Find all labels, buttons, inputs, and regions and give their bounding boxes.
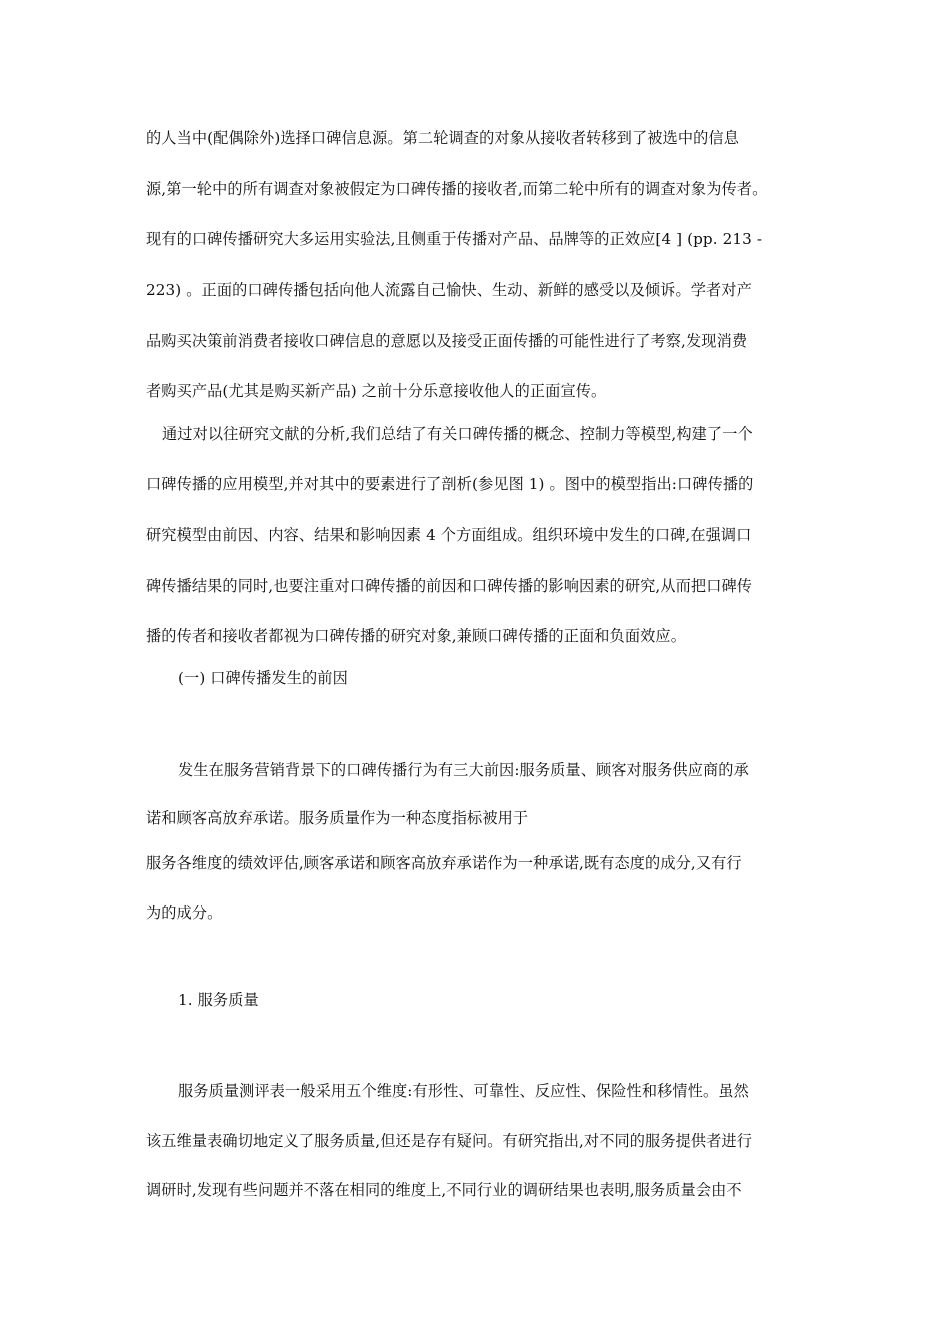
paragraph-1-line-4: 223) 。正面的口碑传播包括向他人流露自己愉快、生动、新鲜的感受以及倾诉。学者对产 xyxy=(146,281,752,299)
paragraph-3-line-4: 为的成分。 xyxy=(146,904,223,922)
paragraph-1-line-5: 品购买决策前消费者接收口碑信息的意愿以及接受正面传播的可能性进行了考察,发现消费 xyxy=(146,332,748,350)
paragraph-2-line-5: 播的传者和接收者都视为口碑传播的研究对象,兼顾口碑传播的正面和负面效应。 xyxy=(146,627,686,645)
paragraph-2-line-3: 研究模型由前因、内容、结果和影响因素 4 个方面组成。组织环境中发生的口碑,在强调口 xyxy=(146,526,752,544)
paragraph-2-line-1: 通过对以往研究文献的分析,我们总结了有关口碑传播的概念、控制力等模型,构建了一个 xyxy=(162,425,753,443)
paragraph-4-line-1: 服务质量测评表一般采用五个维度:有形性、可靠性、反应性、保险性和移情性。虽然 xyxy=(178,1082,749,1100)
paragraph-1-line-6: 者购买产品(尤其是购买新产品) 之前十分乐意接收他人的正面宣传。 xyxy=(146,382,607,400)
paragraph-1-line-2: 源,第一轮中的所有调查对象被假定为口碑传播的接收者,而第二轮中所有的调查对象为传者。 xyxy=(146,180,768,198)
paragraph-1-line-1: 的人当中(配偶除外)选择口碑信息源。第二轮调查的对象从接收者转移到了被选中的信息 xyxy=(146,129,739,147)
paragraph-3-line-3: 服务各维度的绩效评估,顾客承诺和顾客高放弃承诺作为一种承诺,既有态度的成分,又有行 xyxy=(146,854,742,872)
paragraph-2-line-4: 碑传播结果的同时,也要注重对口碑传播的前因和口碑传播的影响因素的研究,从而把口碑传 xyxy=(146,577,753,595)
paragraph-3-line-1: 发生在服务营销背景下的口碑传播行为有三大前因:服务质量、顾客对服务供应商的承 xyxy=(178,761,749,779)
paragraph-4-line-2: 该五维量表确切地定义了服务质量,但还是存有疑问。有研究指出,对不同的服务提供者进行 xyxy=(146,1132,753,1150)
section-heading-antecedents: (一) 口碑传播发生的前因 xyxy=(178,669,348,687)
paragraph-2-line-2: 口碑传播的应用模型,并对其中的要素进行了剖析(参见图 1) 。图中的模型指出:口碑传播的 xyxy=(146,475,754,493)
subsection-heading-service-quality: 1. 服务质量 xyxy=(178,991,259,1009)
paragraph-1-line-3: 现有的口碑传播研究大多运用实验法,且侧重于传播对产品、品牌等的正效应[4 ] (pp. 213 - xyxy=(146,230,763,248)
paragraph-4-line-3: 调研时,发现有些问题并不落在相同的维度上,不同行业的调研结果也表明,服务质量会由不 xyxy=(146,1181,742,1199)
paragraph-3-line-2: 诺和顾客高放弃承诺。服务质量作为一种态度指标被用于 xyxy=(146,809,529,827)
